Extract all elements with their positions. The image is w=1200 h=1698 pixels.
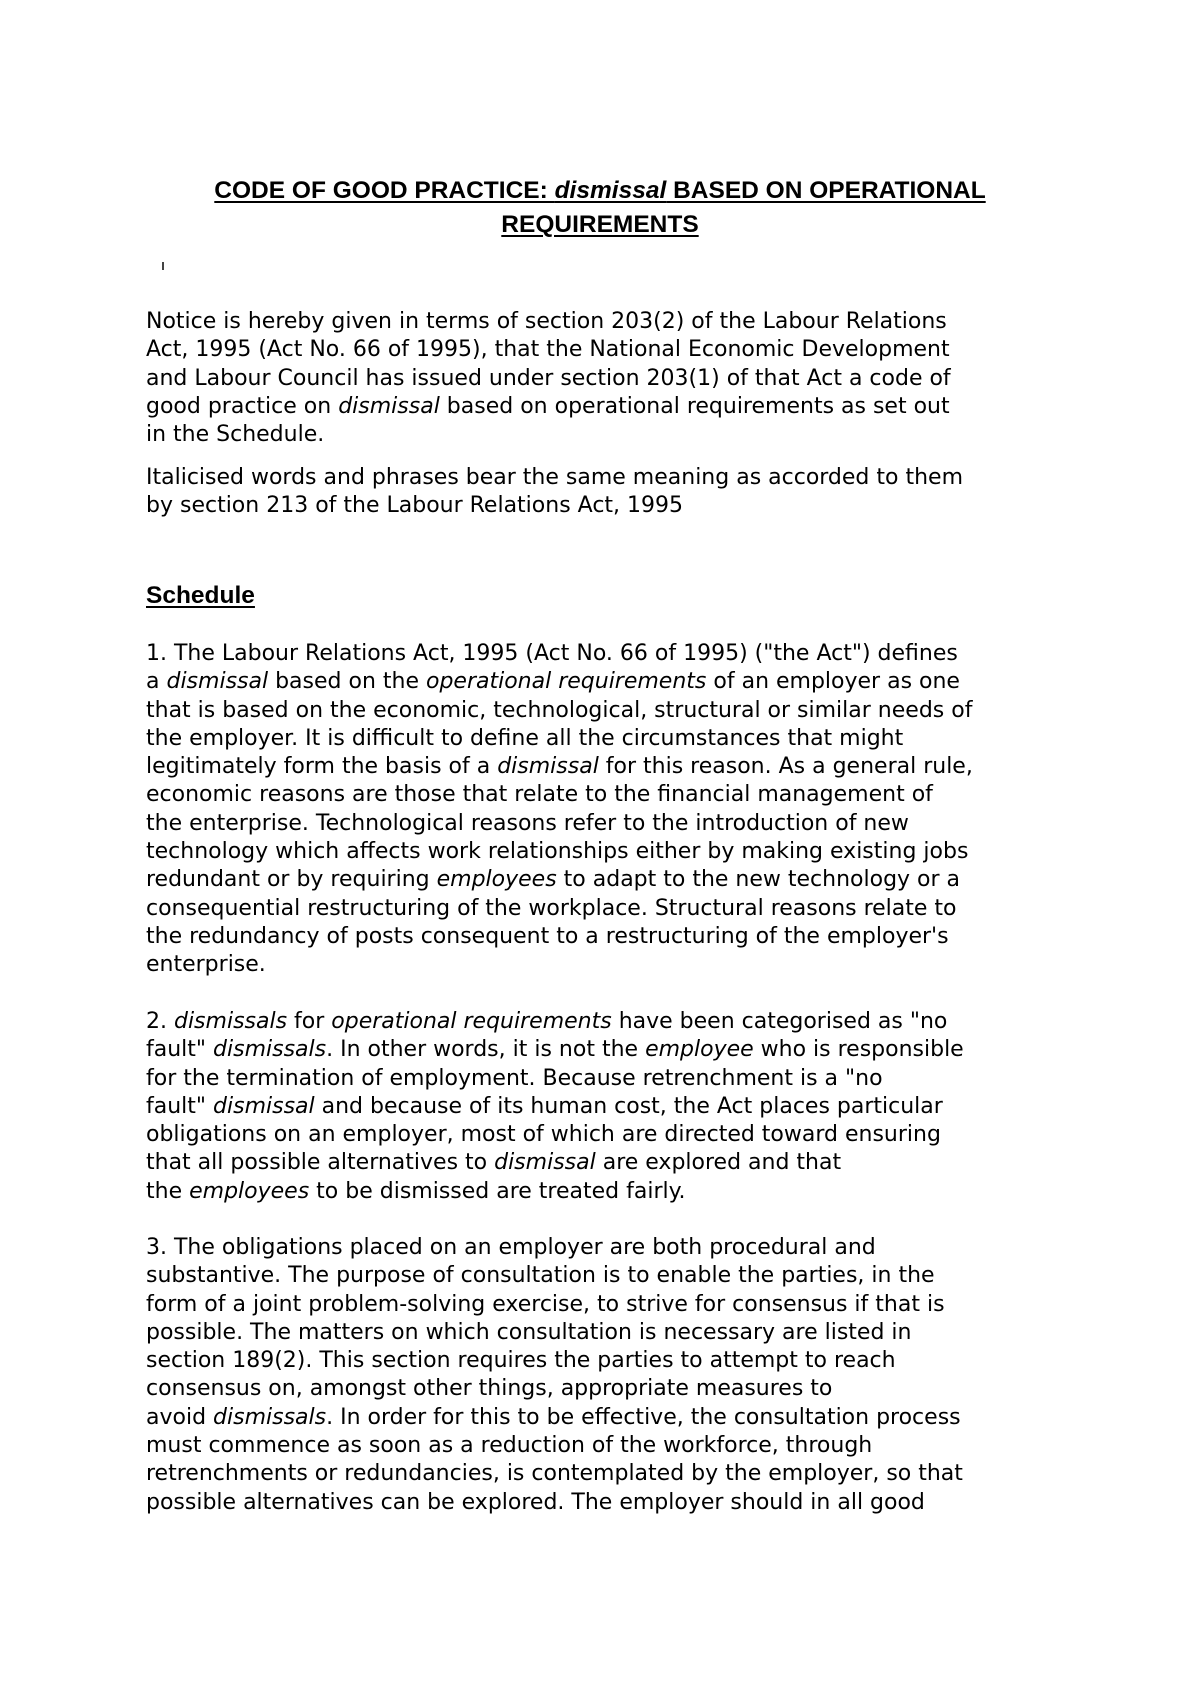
text-line — [146, 1319, 1076, 1347]
text-line — [146, 492, 1076, 520]
text-run: substantive. The purpose of consultation is to enable the parties, in the — [146, 1263, 935, 1289]
text-line — [146, 365, 1076, 393]
text-run: section 189(2). This section requires the parties to attempt to reach — [146, 1348, 896, 1374]
text-run: the employer. It is difficult to define all the circumstances that might — [146, 725, 904, 751]
title-text-line2: REQUIREMENTS — [501, 211, 699, 238]
text-run: to adapt to the new technology or a — [556, 867, 961, 893]
text-line — [146, 1065, 1076, 1093]
text-run: fault" — [146, 1037, 214, 1063]
schedule-paragraph-1 — [146, 640, 1076, 980]
schedule-paragraph-2 — [146, 1008, 1076, 1206]
text-run: have been categorised as "no — [611, 1009, 948, 1034]
text-run: by section 213 of the Labour Relations Act, 1995 — [146, 493, 684, 519]
text-run: good practice on — [146, 393, 339, 419]
text-run: that all possible alternatives to — [146, 1150, 495, 1176]
text-run: the — [146, 1178, 190, 1204]
text-run: possible alternatives can be explored. The employer should in all good — [146, 1489, 925, 1515]
text-run: based on the — [268, 669, 426, 695]
text-line — [146, 393, 1076, 421]
text-run: Italicised words and phrases bear the same meaning as accorded to them — [146, 465, 964, 490]
text-run: fault" — [146, 1093, 214, 1119]
text-run: who is responsible — [753, 1037, 964, 1063]
text-run: . In other words, it is not the — [326, 1037, 646, 1063]
text-run: that is based on the economic, technological, structural or similar needs of — [146, 697, 973, 723]
text-run: based on operational requirements as set out — [439, 393, 950, 419]
italic-term: dismissal — [213, 1093, 315, 1119]
text-line — [146, 697, 1076, 725]
text-run: the redundancy of posts consequent to a restructuring of the employer's — [146, 923, 949, 949]
text-run: in the Schedule. — [146, 422, 325, 448]
text-line — [146, 1432, 1076, 1460]
text-line — [146, 1008, 1076, 1036]
text-run: for the termination of employment. Because retrenchment is a "no — [146, 1065, 883, 1091]
italic-term: operational requirements — [425, 669, 707, 695]
text-line — [146, 1404, 1076, 1432]
italic-term: dismissals — [173, 1009, 288, 1034]
text-line — [146, 1149, 1076, 1177]
italic-term: dismissal — [166, 669, 269, 695]
text-line — [146, 866, 1076, 894]
italic-term: dismissal — [338, 393, 440, 419]
text-line — [146, 421, 1076, 449]
text-line — [146, 753, 1076, 781]
title-text-part2: BASED ON OPERATIONAL — [666, 177, 986, 204]
text-run: Act, 1995 (Act No. 66 of 1995), that the National Economic Development — [146, 337, 950, 363]
text-run: economic reasons are those that relate to the financial management of — [146, 782, 933, 808]
text-run: 1. The Labour Relations Act, 1995 (Act No. 66 of 1995) ("the Act") defines — [146, 641, 958, 666]
italic-term: dismissals — [213, 1404, 327, 1430]
text-run: the enterprise. Technological reasons refer to the introduction of new — [146, 810, 909, 836]
italicised-words-note — [146, 464, 1076, 521]
text-run: possible. The matters on which consultation is necessary are listed in — [146, 1319, 912, 1345]
text-line — [146, 308, 1076, 336]
title-italic-word: dismissal — [554, 177, 667, 204]
text-line — [146, 1375, 1076, 1403]
text-run: technology which affects work relationships either by making existing jobs — [146, 839, 969, 865]
italic-term: dismissal — [494, 1150, 596, 1176]
italic-term: employee — [645, 1037, 754, 1063]
text-line — [146, 336, 1076, 364]
text-run: form of a joint problem-solving exercise, to strive for consensus if that is — [146, 1291, 945, 1317]
text-line — [146, 951, 1076, 979]
schedule-paragraph-3 — [146, 1234, 1076, 1517]
text-run: avoid — [146, 1404, 214, 1430]
text-line — [146, 895, 1076, 923]
notice-paragraph — [146, 308, 1076, 449]
text-run: of an employer as one — [706, 669, 960, 695]
text-run: are explored and that — [595, 1150, 842, 1176]
text-run: for this reason. As a general rule, — [598, 754, 973, 780]
italic-term: employees — [436, 867, 557, 893]
text-line — [146, 640, 1076, 668]
text-line — [146, 725, 1076, 753]
text-line — [146, 464, 1076, 492]
text-line — [146, 1178, 1076, 1206]
stray-mark — [162, 262, 164, 270]
document-title — [140, 174, 1060, 242]
text-run: consequential restructuring of the workplace. Structural reasons relate to — [146, 895, 957, 921]
text-line — [146, 1234, 1076, 1262]
italic-term: dismissals — [213, 1037, 327, 1063]
text-line — [146, 1093, 1076, 1121]
text-run: . In order for this to be effective, the consultation process — [326, 1404, 961, 1430]
italic-term: dismissal — [497, 754, 599, 780]
text-run: and because of its human cost, the Act places particular — [314, 1093, 943, 1119]
text-run: to be dismissed are treated fairly. — [309, 1178, 686, 1204]
text-line — [146, 838, 1076, 866]
text-line — [146, 1460, 1076, 1488]
text-run: obligations on an employer, most of which are directed toward ensuring — [146, 1122, 941, 1148]
text-run: 2. — [146, 1009, 174, 1034]
text-run: 3. The obligations placed on an employer are both procedural and — [146, 1235, 876, 1260]
text-line — [146, 1262, 1076, 1290]
text-run: Notice is hereby given in terms of section 203(2) of the Labour Relations — [146, 309, 947, 334]
text-run: a — [146, 669, 167, 695]
text-line — [146, 810, 1076, 838]
text-run: and Labour Council has issued under section 203(1) of that Act a code of — [146, 365, 951, 391]
italic-term: employees — [189, 1178, 310, 1204]
text-run: retrenchments or redundancies, is contemplated by the employer, so that — [146, 1461, 963, 1487]
text-line — [146, 1489, 1076, 1517]
text-line — [146, 1121, 1076, 1149]
text-run: must commence as soon as a reduction of the workforce, through — [146, 1433, 873, 1459]
text-line — [146, 923, 1076, 951]
text-line — [146, 1291, 1076, 1319]
text-run: consensus on, amongst other things, appropriate measures to — [146, 1376, 833, 1402]
schedule-heading: Schedule — [146, 582, 255, 609]
text-line — [146, 1036, 1076, 1064]
text-run: redundant or by requiring — [146, 867, 437, 893]
text-run: legitimately form the basis of a — [146, 754, 498, 780]
text-line — [146, 781, 1076, 809]
text-run: for — [287, 1009, 332, 1034]
text-line — [146, 1347, 1076, 1375]
text-run: enterprise. — [146, 952, 266, 978]
italic-term: operational requirements — [331, 1009, 612, 1034]
title-text-part1: CODE OF GOOD PRACTICE: — [214, 177, 555, 204]
text-line — [146, 668, 1076, 696]
